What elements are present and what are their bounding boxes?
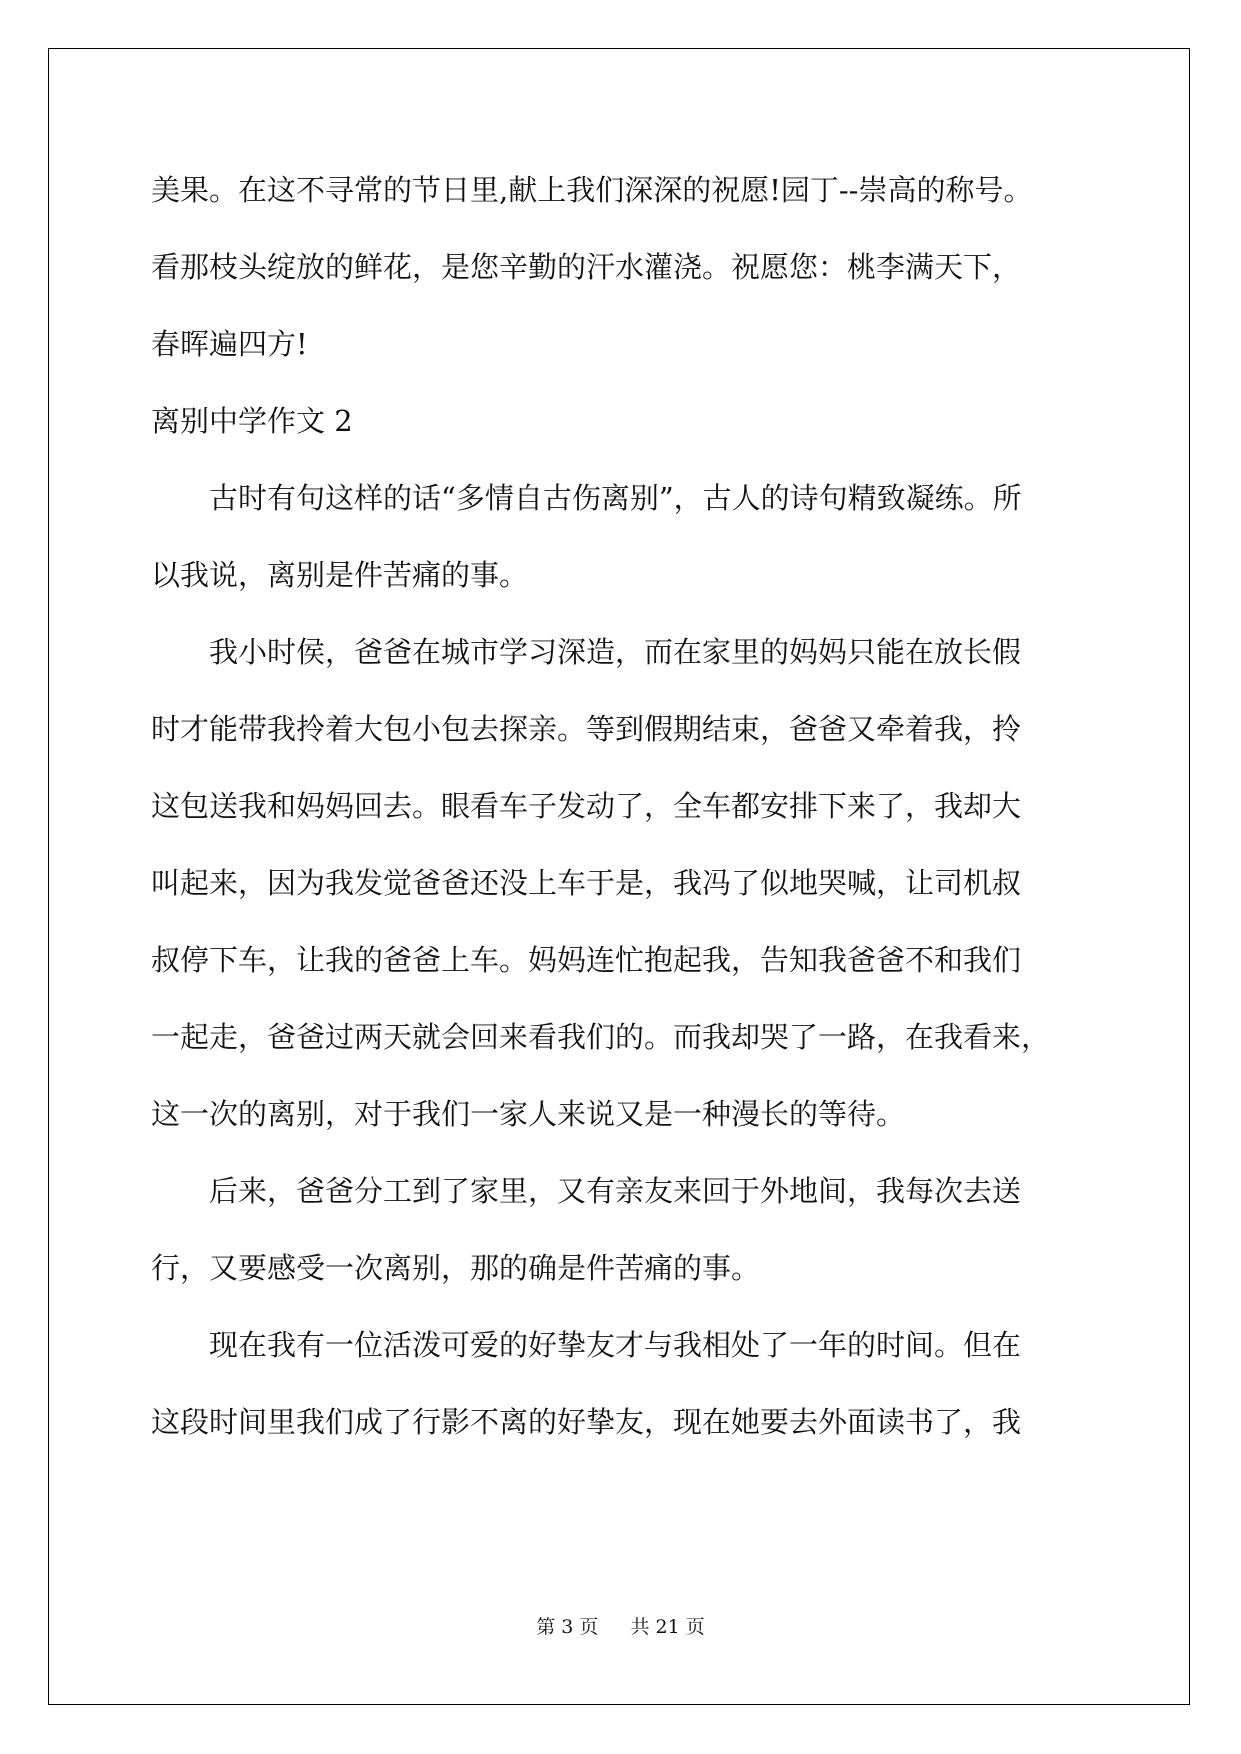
text-line: 时才能带我拎着大包小包去探亲。等到假期结束，爸爸又牵着我，拎 (151, 712, 1022, 746)
text-line: 后来，爸爸分工到了家里，又有亲友来回于外地间，我每次去送 (209, 1174, 1022, 1208)
paragraph-4 (151, 1307, 1101, 1461)
page-footer (0, 1612, 1241, 1639)
text-line: 看那枝头绽放的鲜花，是您辛勤的汗水灌浇。祝愿您：桃李满天下， (151, 250, 1022, 284)
page-total: 共 21 页 (630, 1616, 705, 1638)
document-body (151, 152, 1101, 1461)
section-heading: 离别中学作文 2 (151, 404, 353, 438)
text-block-top (151, 152, 1101, 383)
text-line: 一起走，爸爸过两天就会回来看我们的。而我却哭了一路，在我看来， (151, 1020, 1051, 1054)
text-line: 这一次的离别，对于我们一家人来说又是一种漫长的等待。 (151, 1097, 906, 1131)
text-line: 春晖遍四方! (151, 327, 308, 361)
text-line: 美果。在这不寻常的节日里,献上我们深深的祝愿!园丁--崇高的称号。 (151, 173, 1033, 207)
text-line: 这段时间里我们成了行影不离的好挚友，现在她要去外面读书了，我 (151, 1405, 1022, 1439)
paragraph-2 (151, 614, 1101, 1153)
page-number: 第 3 页 (536, 1616, 599, 1638)
text-line: 这包送我和妈妈回去。眼看车子发动了，全车都安排下来了，我却大 (151, 789, 1022, 823)
text-line: 叔停下车，让我的爸爸上车。妈妈连忙抱起我，告知我爸爸不和我们 (151, 943, 1022, 977)
text-line: 我小时侯，爸爸在城市学习深造，而在家里的妈妈只能在放长假 (209, 635, 1022, 669)
text-line: 行，又要感受一次离别，那的确是件苦痛的事。 (151, 1251, 761, 1285)
paragraph-3 (151, 1153, 1101, 1307)
text-line: 叫起来，因为我发觉爸爸还没上车于是，我冯了似地哭喊，让司机叔 (151, 866, 1022, 900)
text-line: 古时有句这样的话“多情自古伤离别”，古人的诗句精致凝练。所 (209, 481, 1022, 515)
paragraph-1 (151, 460, 1101, 614)
text-line: 以我说，离别是件苦痛的事。 (151, 558, 529, 592)
text-line: 现在我有一位活泼可爱的好挚友才与我相处了一年的时间。但在 (209, 1328, 1022, 1362)
section-heading-wrap (151, 383, 1101, 460)
